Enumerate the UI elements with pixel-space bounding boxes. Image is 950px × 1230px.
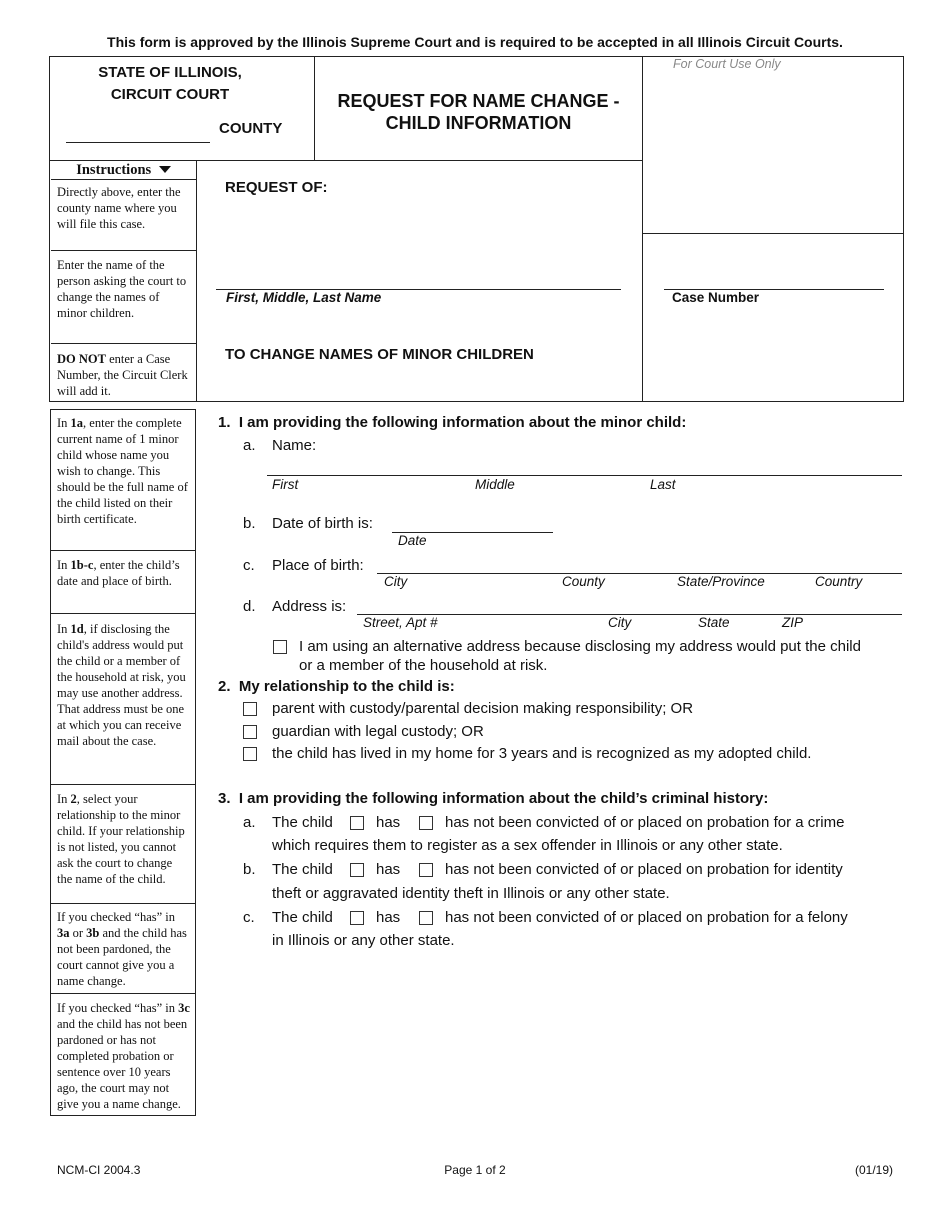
- pob-city-caption: City: [384, 574, 408, 589]
- 3a-has-checkbox[interactable]: [350, 816, 364, 830]
- date-caption: Date: [398, 533, 427, 548]
- zip-caption: ZIP: [782, 615, 804, 630]
- 3c-has-checkbox[interactable]: [350, 911, 364, 925]
- court-use-bottom-border: [642, 233, 903, 234]
- 3b-line1: has not been convicted of or placed on probation for identity: [445, 861, 843, 878]
- county-label: COUNTY: [219, 120, 283, 137]
- left-border: [49, 56, 50, 401]
- instruction-county: Directly above, enter the county name where you will file this case.: [57, 185, 181, 231]
- pob-country-caption: Country: [815, 574, 863, 589]
- ins-ref: 1b-c: [70, 558, 94, 572]
- court-heading: [60, 62, 280, 106]
- 3a-has-not-checkbox[interactable]: [419, 816, 433, 830]
- revision-date: (01/19): [855, 1163, 894, 1177]
- county-name-line[interactable]: [66, 142, 210, 143]
- the-child-text: The child: [272, 909, 333, 926]
- instruction-rule: [51, 784, 196, 785]
- instruction-rule: [51, 613, 196, 614]
- ins-text: In: [57, 792, 71, 806]
- ins-text: , enter the complete current name of 1 minor child whose name you wish to change. This should be the full name of the child listed on their birth certificate.: [57, 416, 188, 526]
- title-divider-right: [642, 56, 643, 401]
- pob-state-caption: State/Province: [677, 574, 765, 589]
- item-1a-label: a.: [243, 437, 256, 454]
- instruction-rule: [51, 993, 196, 994]
- item-1d-label: d.: [243, 598, 256, 615]
- circuit-court-line: CIRCUIT COURT: [110, 86, 230, 103]
- ins-text: , select your relationship to the minor child. If your relationship is not listed, you cannot ask the court to change the name of the child.: [57, 792, 185, 886]
- alt-address-text: [299, 637, 861, 675]
- instructions-header: [51, 162, 196, 179]
- has-text: has: [376, 909, 401, 926]
- ins-text: If you checked “has” in: [57, 910, 175, 924]
- 3b-has-checkbox[interactable]: [350, 863, 364, 877]
- pob-county-caption: County: [562, 574, 605, 589]
- ins-text: or: [69, 926, 87, 940]
- instructions-divider: [196, 160, 197, 401]
- do-not-text: DO NOT: [57, 352, 106, 366]
- case-number-instruction-text: enter a Case Number, the Circuit Clerk will add it.: [57, 352, 188, 398]
- instructions-header-label: Instructions: [76, 162, 152, 178]
- ins-text: In: [57, 622, 71, 636]
- item-3a-label: a.: [243, 814, 256, 831]
- instruction-rule: [51, 550, 196, 551]
- form-title: [315, 90, 642, 134]
- instruction-1a: [51, 412, 196, 530]
- 3a-line1: has not been convicted of or placed on probation for a crime: [445, 814, 845, 831]
- form-title-line2: CHILD INFORMATION: [385, 113, 572, 133]
- ins-text: and the child has not been pardoned or has not completed probation or sentence over 10 years ago, the court may not give you a name change.: [57, 1017, 188, 1111]
- ins-text: In: [57, 558, 71, 572]
- instruction-2: [51, 788, 196, 890]
- 3b-has-not-checkbox[interactable]: [419, 863, 433, 877]
- alt-address-line2: or a member of the household at risk.: [299, 657, 548, 674]
- state-line: STATE OF ILLINOIS,: [98, 64, 242, 81]
- ins-text: , if disclosing the child's address would put the child or a member of the household at risk, you may use another address. That address must be one at which you can receive mail about the case.: [57, 622, 186, 748]
- court-use-label: For Court Use Only: [673, 57, 781, 71]
- instruction-rule: [51, 343, 196, 344]
- ins-ref: 1d: [70, 622, 84, 636]
- header-bottom-border: [49, 160, 642, 161]
- alt-address-checkbox[interactable]: [273, 640, 287, 654]
- alt-address-line1: I am using an alternative address because disclosing my address would put the child: [299, 638, 861, 655]
- section1-heading: 1. I am providing the following information about the minor child:: [218, 414, 687, 431]
- ins-text: In: [57, 416, 71, 430]
- ins-text: If you checked “has” in: [57, 1001, 179, 1015]
- case-number-caption: Case Number: [672, 290, 760, 305]
- to-change-label: TO CHANGE NAMES OF MINOR CHILDREN: [225, 346, 534, 363]
- item-3b-label: b.: [243, 861, 256, 878]
- approval-note: This form is approved by the Illinois Supreme Court and is required to be accepted in all Illinois Circuit Courts.: [107, 34, 843, 50]
- dob-label: Date of birth is:: [272, 515, 373, 532]
- ins-ref: 3c: [178, 1001, 190, 1015]
- instruction-3ab: [51, 906, 196, 992]
- section2-heading: 2. My relationship to the child is:: [218, 678, 455, 695]
- request-of-label: REQUEST OF:: [225, 179, 328, 196]
- last-caption: Last: [650, 477, 676, 492]
- instruction-requester: Enter the name of the person asking the court to change the names of minor children.: [57, 258, 187, 320]
- first-caption: First: [272, 477, 299, 492]
- section3-heading: 3. I am providing the following information about the child’s criminal history:: [218, 790, 769, 807]
- relationship-adopted-checkbox[interactable]: [243, 747, 257, 761]
- ins-text: and the child has not been pardoned, the court cannot give you a name change.: [57, 926, 187, 988]
- 3b-line2: theft or aggravated identity theft in Illinois or any other state.: [272, 885, 670, 902]
- instructions-header-rule: [51, 179, 196, 180]
- street-caption: Street, Apt #: [363, 615, 438, 630]
- instruction-rule: [51, 903, 196, 904]
- page-number: Page 1 of 2: [444, 1163, 506, 1177]
- right-border: [903, 56, 904, 401]
- relationship-parent-checkbox[interactable]: [243, 702, 257, 716]
- pob-label: Place of birth:: [272, 557, 364, 574]
- instruction-case-number: [51, 348, 196, 402]
- item-3c-label: c.: [243, 909, 255, 926]
- address-city-caption: City: [608, 615, 632, 630]
- ins-text: , enter the child’s date and place of birth.: [57, 558, 180, 588]
- instruction-3c: [51, 997, 196, 1115]
- 3c-has-not-checkbox[interactable]: [419, 911, 433, 925]
- 3c-line1: has not been convicted of or placed on probation for a felony: [445, 909, 848, 926]
- ins-ref: 3a: [57, 926, 70, 940]
- the-child-text: The child: [272, 814, 333, 831]
- the-child-text: The child: [272, 861, 333, 878]
- relationship-guardian-checkbox[interactable]: [243, 725, 257, 739]
- instruction-1bc: [51, 554, 196, 592]
- instruction-rule: [51, 250, 196, 251]
- instruction-1d: [51, 618, 196, 752]
- ins-ref: 3b: [86, 926, 100, 940]
- middle-caption: Middle: [475, 477, 515, 492]
- form-id: NCM-CI 2004.3: [57, 1163, 141, 1177]
- ins-ref: 2: [70, 792, 77, 806]
- ins-ref: 1a: [70, 416, 84, 430]
- address-label: Address is:: [272, 598, 347, 615]
- child-name-line[interactable]: [267, 475, 902, 476]
- has-text: has: [376, 861, 401, 878]
- name-caption: First, Middle, Last Name: [226, 290, 382, 305]
- relationship-parent-label: parent with custody/parental decision making responsibility; OR: [272, 700, 694, 717]
- form-title-line1: REQUEST FOR NAME CHANGE -: [337, 91, 620, 111]
- child-name-label: Name:: [272, 437, 317, 454]
- 3a-line2: which requires them to register as a sex offender in Illinois or any other state.: [272, 837, 783, 854]
- relationship-guardian-label: guardian with legal custody; OR: [272, 723, 484, 740]
- triangle-down-icon: [159, 166, 171, 173]
- address-state-caption: State: [698, 615, 730, 630]
- item-1c-label: c.: [243, 557, 255, 574]
- item-1b-label: b.: [243, 515, 256, 532]
- relationship-adopted-label: the child has lived in my home for 3 years and is recognized as my adopted child.: [272, 745, 812, 762]
- 3c-line2: in Illinois or any other state.: [272, 932, 455, 949]
- has-text: has: [376, 814, 401, 831]
